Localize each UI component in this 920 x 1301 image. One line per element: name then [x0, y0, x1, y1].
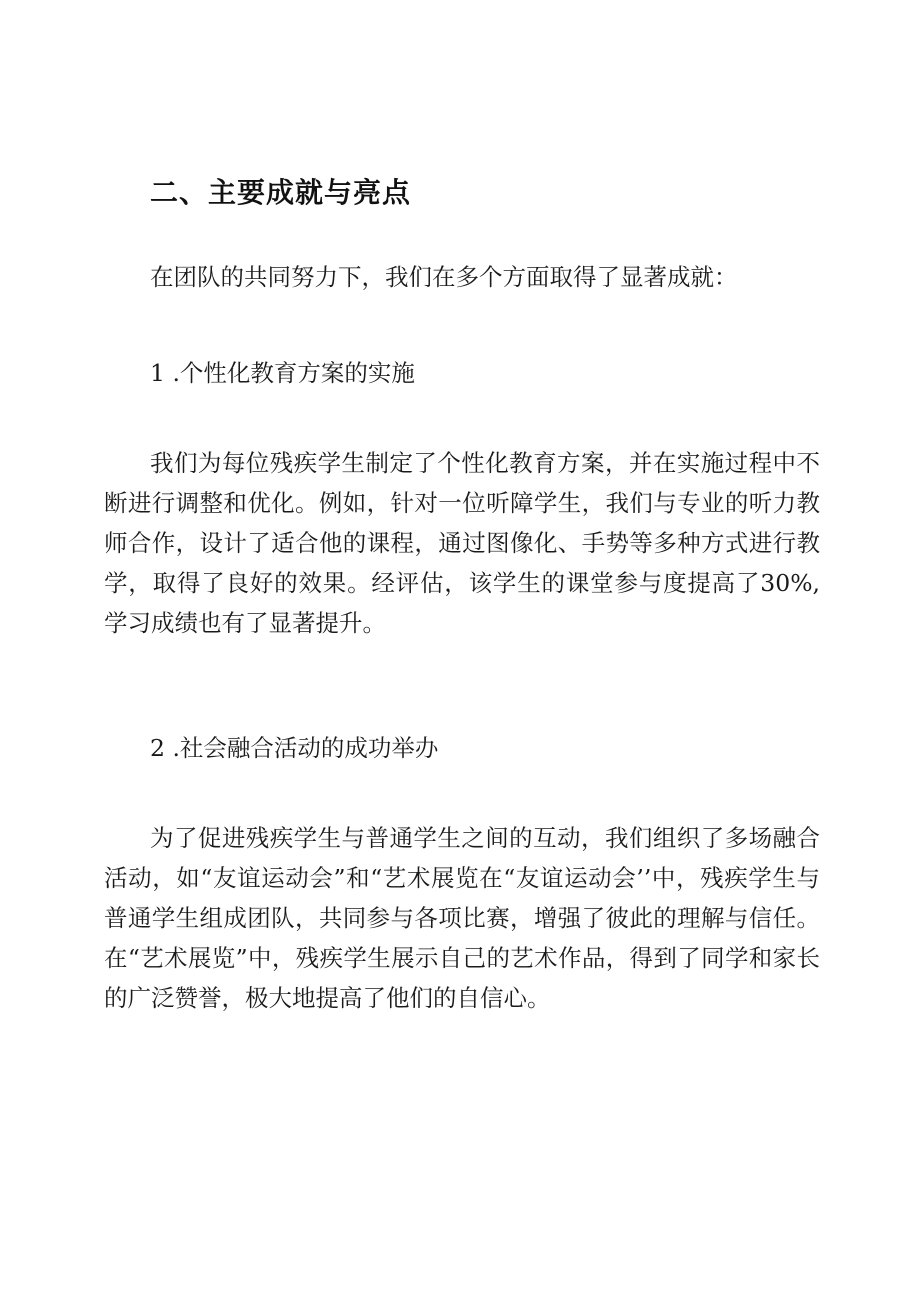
- intro-paragraph: 在团队的共同努力下，我们在多个方面取得了显著成就：: [150, 263, 738, 291]
- item-1-number: 1: [150, 359, 165, 387]
- item-2-body: 为了促进残疾学生与普通学生之间的互动，我们组织了多场融合活动，如“友谊运动会”和“艺术展览在“友谊运动会’’中，残疾学生与普通学生组成团队，共同参与各项比赛，增强了彼此的理解与信任。在“艺术展览”中，残疾学生展示自己的艺术作品，得到了同学和家长的广泛赞誉，极大地提高了他们的自信心。: [104, 824, 820, 1012]
- item-2-heading: [150, 733, 438, 763]
- item-2-number: 2: [150, 734, 165, 762]
- item-1-heading: [150, 358, 415, 388]
- section-heading: 二、主要成就与亮点: [150, 176, 412, 209]
- item-1-body: 我们为每位残疾学生制定了个性化教育方案，并在实施过程中不断进行调整和优化。例如，针对一位听障学生，我们与专业的听力教师合作，设计了适合他的课程，通过图像化、手势等多种方式进行教学，取得了良好的效果。经评估，该学生的课堂参与度提高了30%,学习成绩也有了显著提升。: [104, 449, 820, 637]
- item-1-title: .个性化教育方案的实施: [172, 359, 415, 387]
- item-2-title: .社会融合活动的成功举办: [172, 734, 439, 762]
